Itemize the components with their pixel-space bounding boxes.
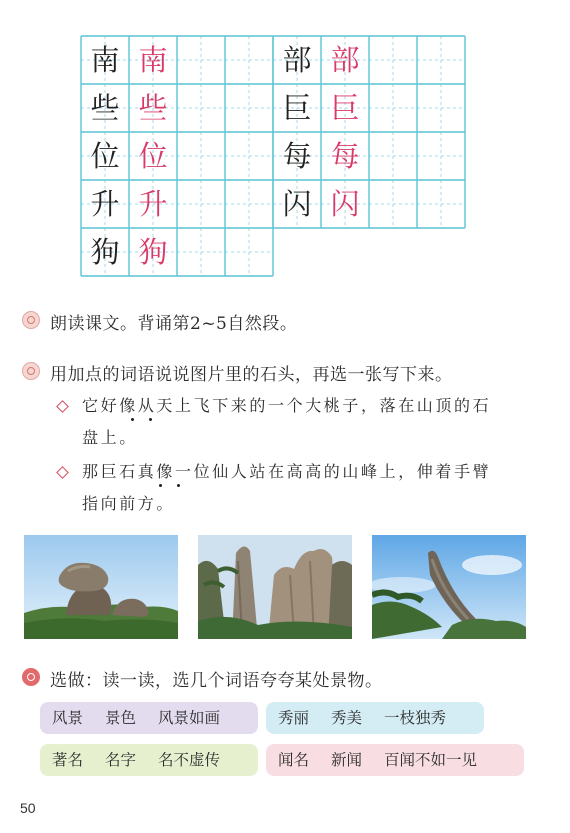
word: 秀美 — [331, 709, 363, 727]
model-char: 南 — [90, 43, 120, 77]
model-char: 位 — [90, 139, 120, 173]
model-char: 部 — [282, 43, 312, 77]
optional-exercise-marker-icon — [22, 668, 40, 686]
word-box — [40, 702, 258, 734]
word-box — [40, 744, 258, 776]
immortal-rock-photo — [372, 535, 526, 639]
word: 闻名 — [278, 751, 310, 769]
word: 著名 — [52, 751, 84, 769]
emphasis-dot — [159, 484, 162, 487]
peach-rock-photo — [24, 535, 178, 639]
trace-char: 闪 — [330, 187, 360, 221]
trace-char: 位 — [138, 139, 168, 173]
word-box — [266, 702, 484, 734]
trace-char: 南 — [138, 43, 168, 77]
trace-char: 升 — [138, 187, 168, 221]
sentence-line: 盘上。 — [82, 428, 138, 447]
exercise-1-text: 朗读课文。背诵第2~5自然段。 — [50, 314, 298, 334]
word: 名字 — [105, 751, 137, 769]
exercise-marker-icon — [22, 311, 40, 329]
example-sentence-1 — [82, 390, 542, 454]
stone-pillar-photo — [198, 535, 352, 639]
model-char: 巨 — [282, 91, 312, 125]
word: 风景如画 — [158, 709, 221, 727]
word: 名不虚传 — [158, 751, 221, 769]
trace-char: 巨 — [330, 91, 360, 125]
trace-char: 狗 — [138, 235, 168, 269]
word: 新闻 — [331, 751, 363, 769]
trace-char: 部 — [330, 43, 360, 77]
writing-grid — [0, 0, 570, 290]
model-char: 闪 — [282, 187, 312, 221]
exercise-2-text: 用加点的词语说说图片里的石头，再选一张写下来。 — [50, 365, 453, 385]
word-box — [266, 744, 524, 776]
sentence-line: 它好像从天上飞下来的一个大桃子，落在山顶的石 — [82, 396, 492, 415]
word: 景色 — [105, 709, 137, 727]
word: 百闻不如一见 — [384, 751, 478, 769]
model-char: 升 — [90, 187, 120, 221]
emphasis-dot — [131, 418, 134, 421]
word: 风景 — [52, 709, 84, 727]
model-char: 些 — [90, 91, 120, 125]
trace-char: 每 — [330, 139, 360, 173]
diamond-bullet-icon — [56, 466, 69, 479]
page-number: 50 — [20, 800, 36, 816]
word: 一枝独秀 — [384, 709, 447, 727]
model-char: 每 — [282, 139, 312, 173]
sentence-line: 那巨石真像一位仙人站在高高的山峰上，伸着手臂 — [82, 462, 492, 481]
emphasis-dot — [177, 484, 180, 487]
exercise-3-text: 选做：读一读，选几个词语夸夸某处景物。 — [50, 671, 383, 691]
exercise-marker-icon — [22, 362, 40, 380]
diamond-bullet-icon — [56, 400, 69, 413]
word: 秀丽 — [278, 709, 310, 727]
example-sentence-2 — [82, 456, 542, 520]
trace-char: 些 — [138, 91, 168, 125]
emphasis-dot — [149, 418, 152, 421]
sentence-line: 指向前方。 — [82, 494, 176, 513]
model-char: 狗 — [90, 235, 120, 269]
